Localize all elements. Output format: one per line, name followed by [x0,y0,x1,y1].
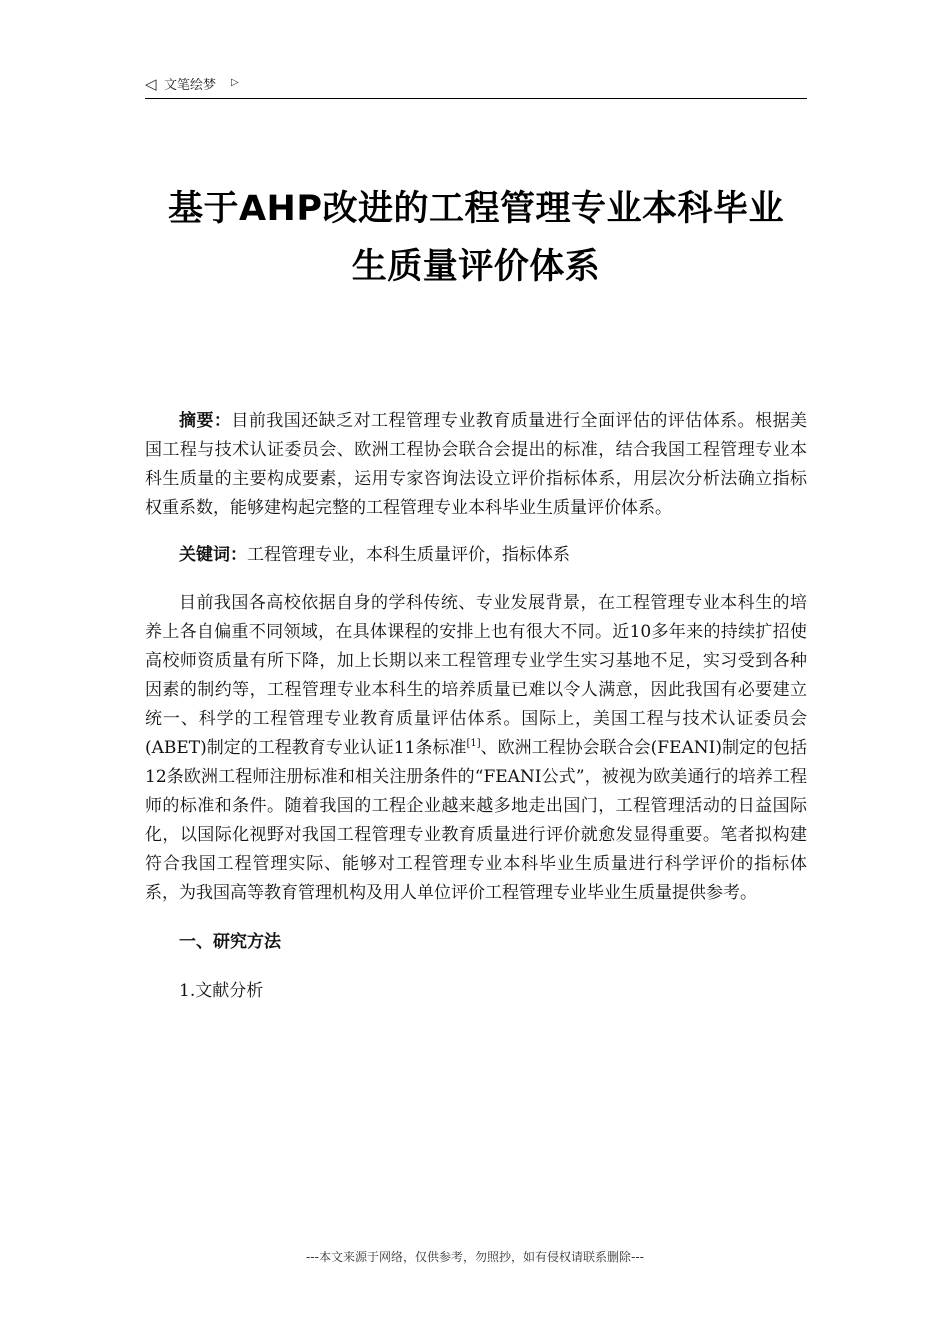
abstract-paragraph [145,407,807,523]
section-heading: 一、研究方法 [179,932,281,952]
keywords-text: 工程管理专业，本科生质量评价，指标体系 [247,545,570,565]
page-footer: ---本文来源于网络，仅供参考，勿照抄，如有侵权请联系删除--- [306,1250,644,1264]
page-header [145,74,807,99]
left-triangle-icon: ◁ [145,75,157,93]
document-body [145,407,807,1006]
abstract-text: 目前我国还缺乏对工程管理专业教育质量进行全面评估的评估体系。根据美国工程与技术认证委员会、欧洲工程协会联合会提出的标准，结合我国工程管理专业本科生质量的主要构成要素，运用专家咨询法设立评价指标体系，用层次分析法确立指标权重系数，能够建构起完整的工程管理专业本科毕业生质量评价体系。 [145,411,808,518]
intro-text-part1: 目前我国各高校依据自身的学科传统、专业发展背景，在工程管理专业本科生的培养上各自偏重不同领域，在具体课程的安排上也有很大不同。近10多年来的持续扩招使高校师资质量有所下降，加上长期以来工程管理专业学生实习基地不足，实习受到各种因素的制约等，工程管理专业本科生的培养质量已难以令人满意，因此我国有必要建立统一、科学的工程管理专业教育质量评估体系。国际上，美国工程与技术认证委员会(ABET)制定的工程教育专业认证11条标准 [145,593,807,758]
title-line-2: 生质量评价体系 [351,247,601,287]
right-triangle-icon: ▷ [231,77,239,88]
abstract-label: 摘要： [179,411,232,431]
subsection-heading: 1.文献分析 [179,981,264,1001]
header-brand: 文笔绘梦 [164,78,217,93]
intro-text-part2: 、欧洲工程协会联合会(FEANI)制定的包括12条欧洲工程师注册标准和相关注册条件的“FEANI公式”，被视为欧美通行的培养工程师的标准和条件。随着我国的工程企业越来越多地走出国门，工程管理活动的日益国际化，以国际化视野对我国工程管理专业教育质量进行评价就愈发显得重要。笔者拟构建符合我国工程管理实际、能够对工程管理专业本科毕业生质量进行科学评价的指标体系，为我国高等教育管理机构及用人单位评价工程管理专业毕业生质量提供参考。 [145,738,807,903]
title-line-1: 基于AHP改进的工程管理专业本科毕业 [167,189,785,229]
keywords-label: 关键词： [179,545,247,565]
keywords-paragraph [145,541,807,570]
citation-reference[interactable]: [1] [466,738,481,749]
intro-paragraph [145,589,807,908]
document-title [145,180,807,296]
